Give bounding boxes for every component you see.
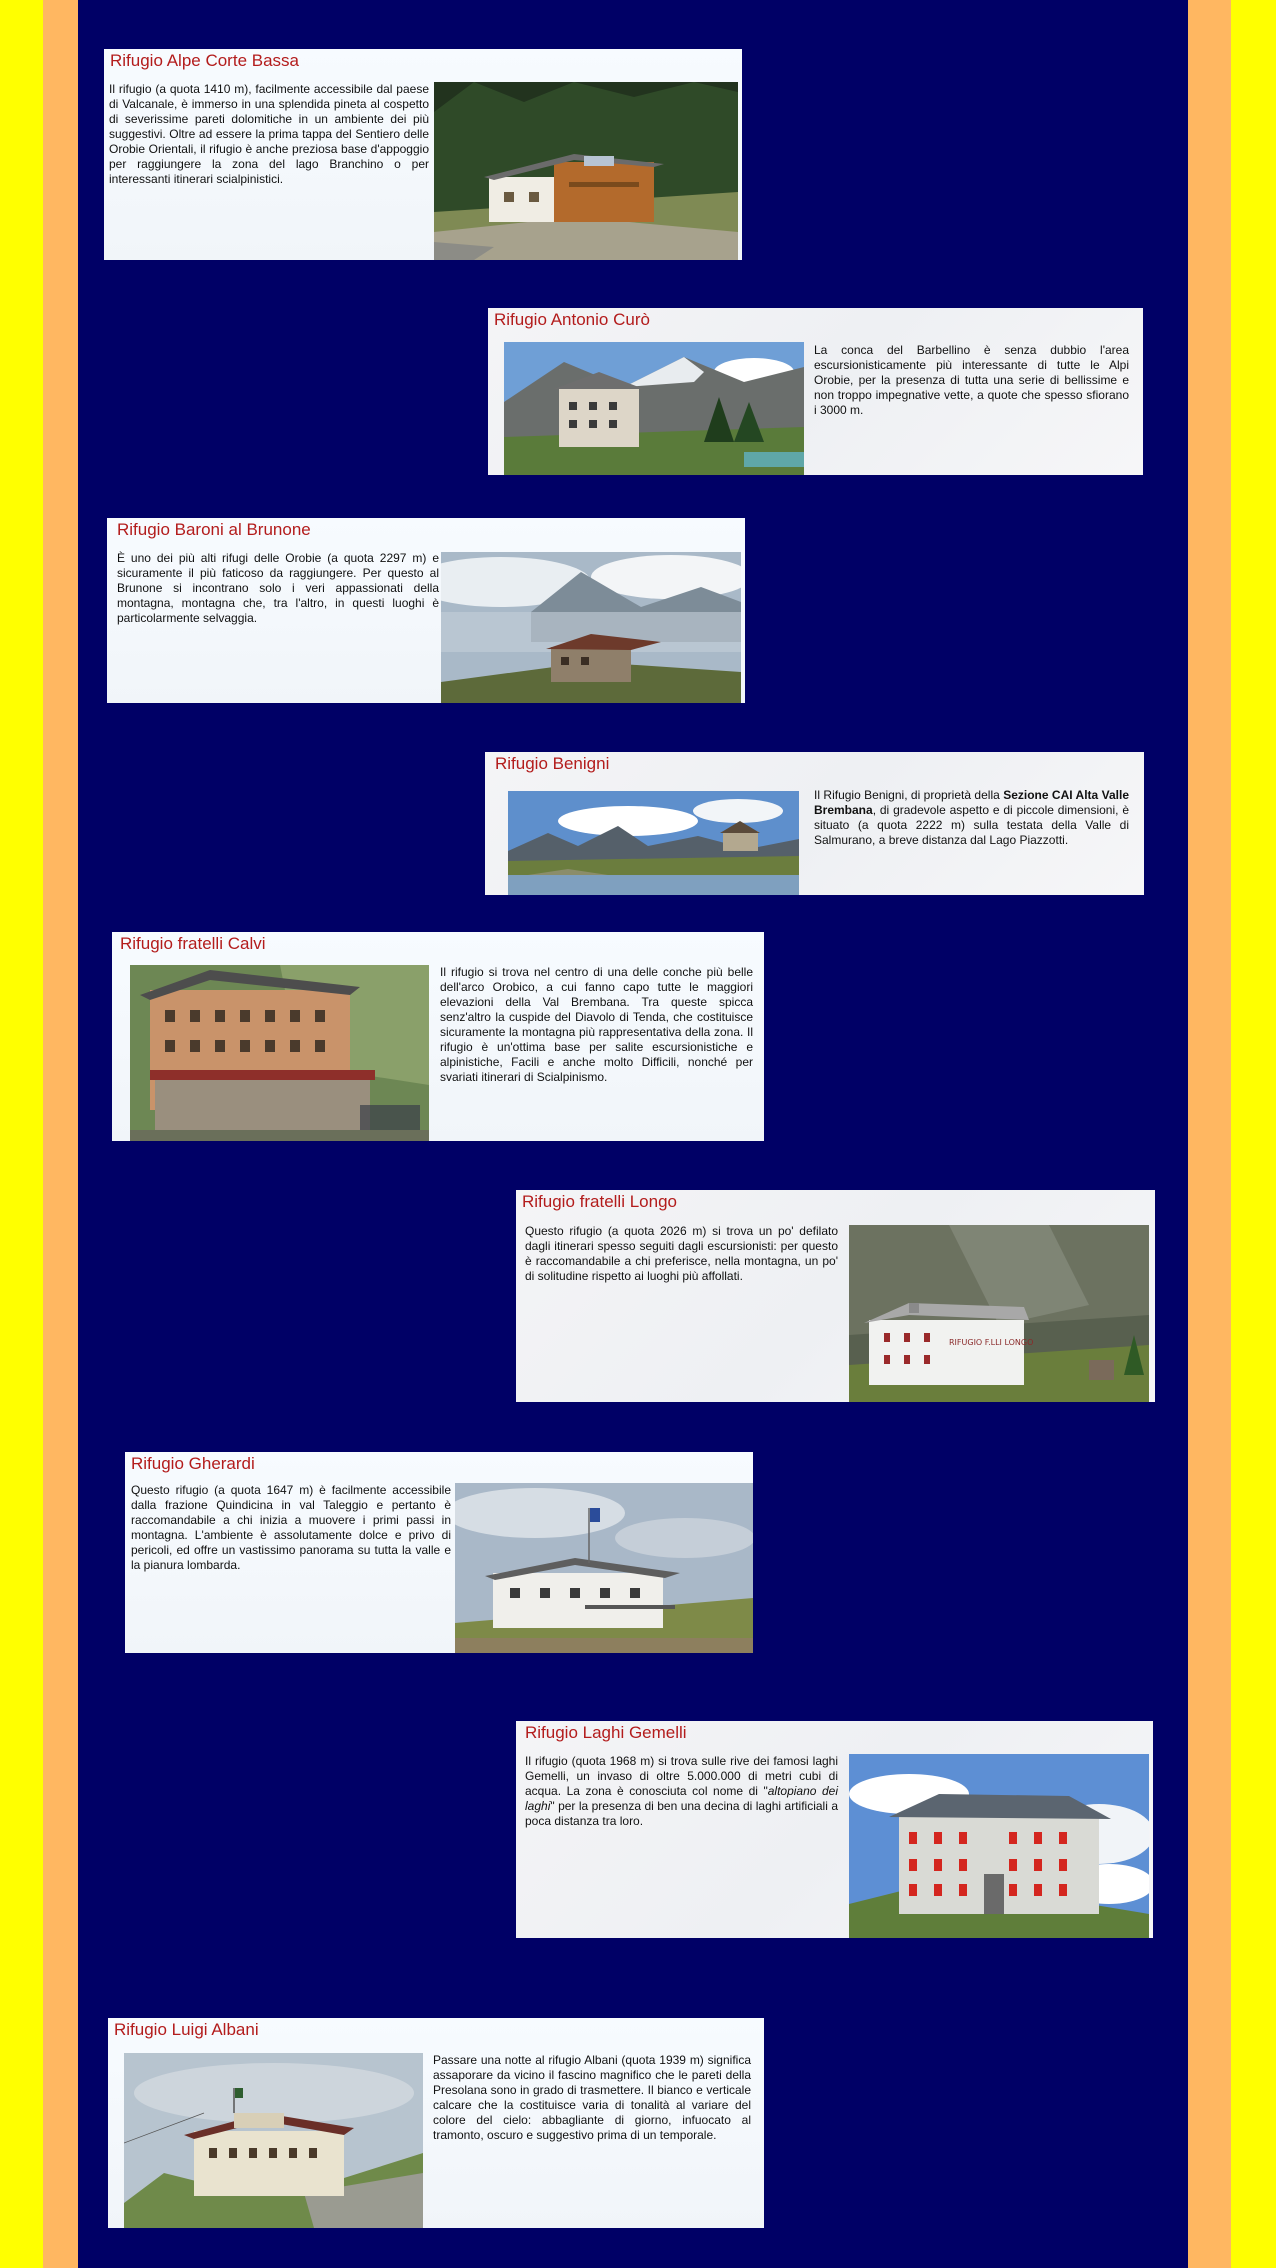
rifugio-card-antonio-curo bbox=[488, 308, 1143, 475]
rifugio-description: La conca del Barbellino è senza dubbio l'area escursionisticamente più interessante di tutte le Alpi Orobie, per la presenza di tutta una serie di bellissime e non troppo impegnative vette, a quote che spesso sfiorano i 3000 m. bbox=[814, 343, 1129, 417]
fratelli-calvi-photo bbox=[130, 965, 429, 1141]
rifugio-card-benigni bbox=[485, 752, 1144, 895]
alpe-corte-bassa-photo bbox=[434, 82, 738, 260]
rifugio-title[interactable]: Rifugio fratelli Longo bbox=[522, 1192, 677, 1211]
rifugio-description: Il rifugio (quota 1968 m) si trova sulle rive dei famosi laghi Gemelli, un invaso di oltre 5.000.000 di metri cubi di acqua. La zona è conosciuta col nome di "altopiano dei laghi" per la presenza di ben una decina di laghi artificiali a poca distanza tra loro. bbox=[525, 1754, 838, 1828]
rifugio-title[interactable]: Rifugio Alpe Corte Bassa bbox=[110, 51, 299, 70]
gherardi-photo bbox=[455, 1483, 753, 1653]
rifugio-title[interactable]: Rifugio Laghi Gemelli bbox=[525, 1723, 687, 1742]
rifugio-title[interactable]: Rifugio Antonio Curò bbox=[494, 310, 650, 329]
rifugio-card-baroni-brunone bbox=[107, 518, 745, 703]
rifugio-title[interactable]: Rifugio Baroni al Brunone bbox=[117, 520, 311, 539]
rifugio-card-laghi-gemelli bbox=[516, 1721, 1153, 1938]
rifugio-card-fratelli-longo bbox=[516, 1190, 1155, 1402]
photo-sign-text: RIFUGIO F.LLI LONGO bbox=[949, 1338, 1034, 1347]
rifugio-description: Questo rifugio (a quota 2026 m) si trova un po' defilato dagli itinerari spesso seguiti dagli escursionisti: per questo è raccomandabile a chi preferisce, nella montagna, un po' di solitudine rispetto ai luoghi più affollati. bbox=[525, 1224, 838, 1283]
rifugio-description: Il rifugio si trova nel centro di una delle conche più belle dell'arco Orobico, a cui fanno capo tutte le maggiori elevazioni della Val Brembana. Tra queste spicca senz'altro la cuspide del Diavolo di Tenda, che costituisce sicuramente la montagna più rappresentativa della zona. Il rifugio è un'ottima base per salite escursionistiche e alpinistiche, Facili e anche molto Difficili, nonché per svariati itinerari di Scialpinismo. bbox=[440, 965, 753, 1084]
rifugio-card-luigi-albani bbox=[108, 2018, 764, 2228]
luigi-albani-photo bbox=[124, 2053, 423, 2228]
baroni-brunone-photo bbox=[441, 552, 741, 703]
rifugio-card-gherardi bbox=[125, 1452, 753, 1653]
laghi-gemelli-photo bbox=[849, 1754, 1149, 1938]
rifugio-title[interactable]: Rifugio fratelli Calvi bbox=[120, 934, 266, 953]
rifugio-card-fratelli-calvi bbox=[112, 932, 764, 1141]
rifugio-title[interactable]: Rifugio Benigni bbox=[495, 754, 610, 773]
rifugio-description: Il rifugio (a quota 1410 m), facilmente accessibile dal paese di Valcanale, è immerso in una splendida pineta al cospetto di severissime pareti dolomitiche in un ambiente dei più suggestivi. Oltre ad essere la prima tappa del Sentiero delle Orobie Orientali, il rifugio è anche preziosa base d'appoggio per raggiungere la zona del lago Branchino o per interessanti itinerari scialpinistici. bbox=[109, 82, 429, 186]
rifugio-description: Questo rifugio (a quota 1647 m) è facilmente accessibile dalla frazione Quindicina in val Taleggio e pertanto è raccomandabile a chi inizia a muovere i primi passi in montagna. L'ambiente è assolutamente dolce e privo di pericoli, ed offre un vastissimo panorama su tutta la valle e la pianura lombarda. bbox=[131, 1483, 451, 1572]
rifugio-description: Passare una notte al rifugio Albani (quota 1939 m) significa assaporare da vicino il fascino magnifico che le pareti della Presolana sono in grado di trasmettere. Il bianco e verticale calcare che la costituisce varia di tonalità al variare del colore del cielo: abbagliante di giorno, infuocato al tramonto, oscuro e suggestivo prima di un temporale. bbox=[433, 2053, 751, 2142]
fratelli-longo-photo bbox=[849, 1225, 1149, 1402]
rifugio-title[interactable]: Rifugio Luigi Albani bbox=[114, 2020, 259, 2039]
rifugio-description: Il Rifugio Benigni, di proprietà della Sezione CAI Alta Valle Brembana, di gradevole aspetto e di piccole dimensioni, è situato (a quota 2222 m) sulla testata della Valle di Salmurano, a breve distanza dal Lago Piazzotti. bbox=[814, 788, 1129, 847]
antonio-curo-photo bbox=[504, 342, 804, 475]
rifugio-card-alpe-corte-bassa bbox=[104, 49, 742, 260]
benigni-photo bbox=[508, 791, 799, 895]
rifugio-description: È uno dei più alti rifugi delle Orobie (a quota 2297 m) e sicuramente il più faticoso da raggiungere. Per questo al Brunone si incontrano solo i veri appassionati della montagna, montagna che, tra l'altro, in questi luoghi è particolarmente selvaggia. bbox=[117, 551, 439, 625]
rifugio-title[interactable]: Rifugio Gherardi bbox=[131, 1454, 255, 1473]
